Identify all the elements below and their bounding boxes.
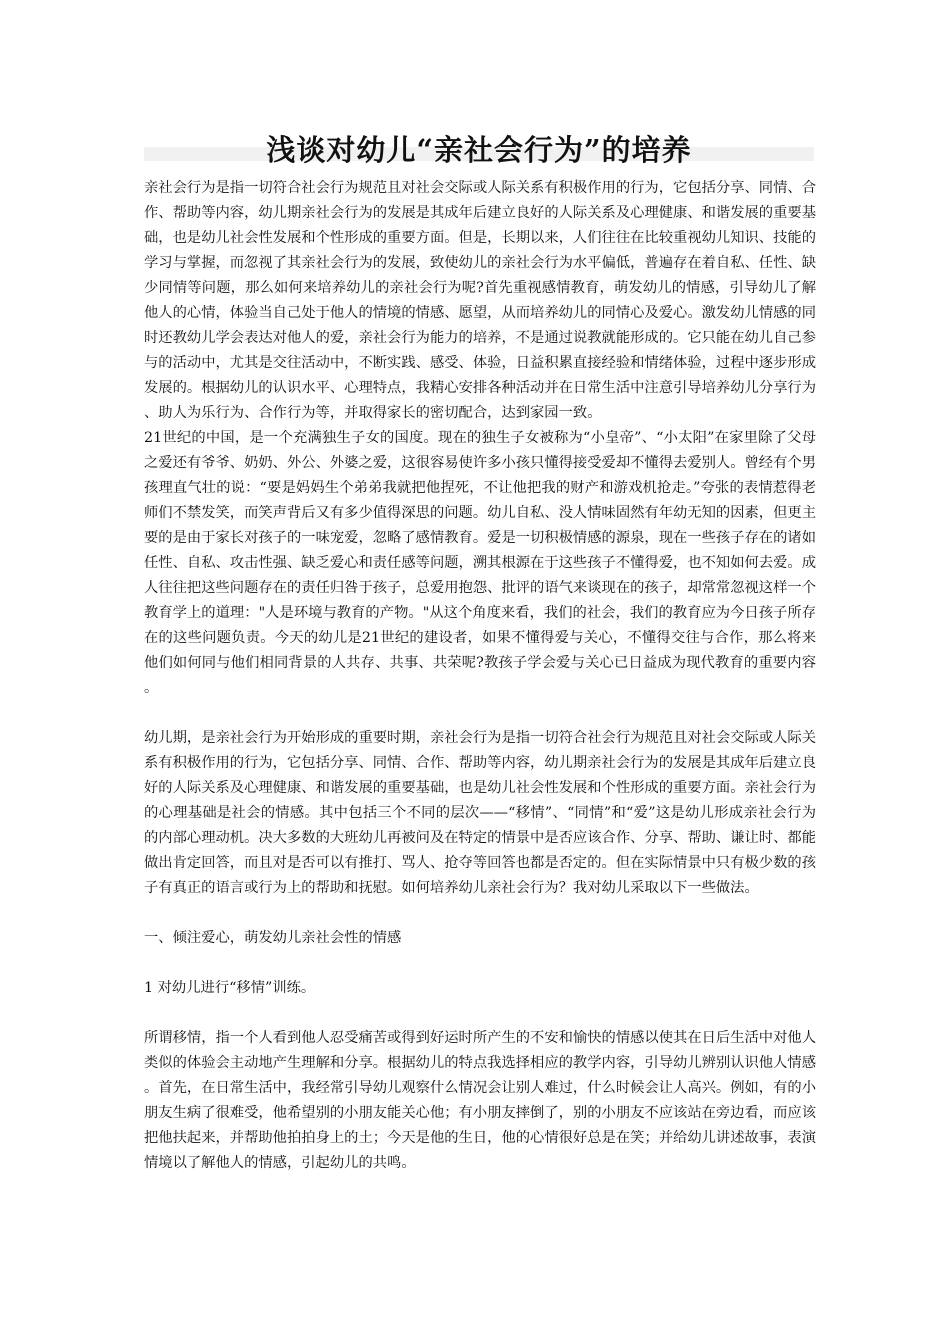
page-title: 浅谈对幼儿“亲社会行为”的培养 xyxy=(266,133,692,167)
paragraph-intro: 亲社会行为是指一切符合社会行为规范且对社会交际或人际关系有积极作用的行为，它包括分享、同情、合作、帮助等内容，幼儿期亲社会行为的发展是其成年后建立良好的人际关系及心理健康、和谐发展的重要基础，也是幼儿社会性发展和个性形成的重要方面。但是，长期以来，人们往往在比较重视幼儿知识、技能的学习与掌握，而忽视了其亲社会行为的发展，致使幼儿的亲社会行为水平偏低，普遍存在着自私、任性、缺少同情等问题，那么如何来培养幼儿的亲社会行为呢?首先重视感情教育，萌发幼儿的情感，引导幼儿了解他人的心情，体验当自己处于他人的情境的情感、愿望，从而培养幼儿的同情心及爱心。激发幼儿情感的同时还教幼儿学会表达对他人的爱，亲社会行为能力的培养，不是通过说教就能形成的。它只能在幼儿自己参与的活动中，尤其是交往活动中，不断实践、感受、体验，日益积累直接经验和情绪体验，过程中逐步形成发展的。根据幼儿的认识水平、心理特点，我精心安排各种活动并在日常生活中注意引导培养幼儿分享行为、助人为乐行为、合作行为等，并取得家长的密切配合，达到家园一致。 xyxy=(144,180,816,421)
paragraph-early-childhood: 幼儿期，是亲社会行为开始形成的重要时期，亲社会行为是指一切符合社会行为规范且对社会交际或人际关系有积极作用的行为，它包括分享、同情、合作、帮助等内容，幼儿期亲社会行为的发展是其成年后建立良好的人际关系及心理健康、和谐发展的重要基础，也是幼儿社会性发展和个性形成的重要方面。亲社会行为的心理基础是社会的情感。其中包括三个不同的层次——“移情”、“同情”和“爱”这是幼儿形成亲社会行为的内部心理动机。决大多数的大班幼儿再被问及在特定的情景中是否应该合作、分享、帮助、谦让时、都能做出肯定回答，而且对是否可以有推打、骂人、抢夺等回答也都是否定的。但在实际情景中只有极少数的孩子有真正的语言或行为上的帮助和抚慰。如何培养幼儿亲社会行为？我对幼儿采取以下一些做法。 xyxy=(144,730,816,896)
document-body xyxy=(144,176,816,1176)
paragraph-gap xyxy=(144,901,816,926)
subsection-heading-1-1: 1 对幼儿进行“移情”训练。 xyxy=(144,980,316,996)
paragraph-gap xyxy=(144,951,816,976)
paragraph-gap xyxy=(144,1001,816,1026)
paragraph-gap xyxy=(144,701,816,726)
paragraph-only-child: 21世纪的中国，是一个充满独生子女的国度。现在的独生子女被称为“小皇帝”、“小太阳”在家里除了父母之爱还有爷爷、奶奶、外公、外婆之爱，这很容易使许多小孩只懂得接受爱却不懂得去爱别人。曾经有个男孩理直气壮的说：“要是妈妈生个弟弟我就把他捏死，不让他把我的财产和游戏机抢走。”夸张的表情惹得老师们不禁发笑，而笑声背后又有多少值得深思的问题。幼儿自私、没人情味固然有年幼无知的因素，但更主要的是由于家长对孩子的一味宠爱，忽略了感情教育。爱是一切积极情感的源泉，现在一些孩子存在的诸如任性、自私、攻击性强、缺乏爱心和责任感等问题，溯其根源在于这些孩子不懂得爱，也不知如何去爱。成人往往把这些问题存在的责任归咎于孩子，总爱用抱怨、批评的语气来谈现在的孩子，却常常忽视这样一个教育学上的道理："人是环境与教育的产物。"从这个角度来看，我们的社会，我们的教育应为今日孩子所存在的这些问题负责。今天的幼儿是21世纪的建设者，如果不懂得爱与关心，不懂得交往与合作，那么将来他们如何同与他们相同背景的人共存、共事、共荣呢?教孩子学会爱与关心已日益成为现代教育的重要内容。 xyxy=(144,430,816,696)
section-heading-1: 一、倾注爱心，萌发幼儿亲社会性的情感 xyxy=(144,930,402,946)
paragraph-empathy: 所谓移情，指一个人看到他人忍受痛苦或得到好运时所产生的不安和愉快的情感以使其在日后生活中对他人类似的体验会主动地产生理解和分享。根据幼儿的特点我选择相应的教学内容，引导幼儿辨别认识他人情感。首先，在日常生活中，我经常引导幼儿观察什么情况会让别人难过，什么时候会让人高兴。例如，有的小朋友生病了很难受，他希望别的小朋友能关心他；有小朋友摔倒了，别的小朋友不应该站在旁边看，而应该把他扶起来，并帮助他拍拍身上的土；今天是他的生日，他的心情很好总是在笑；并给幼儿讲述故事，表演情境以了解他人的情感，引起幼儿的共鸣。 xyxy=(144,1030,816,1171)
